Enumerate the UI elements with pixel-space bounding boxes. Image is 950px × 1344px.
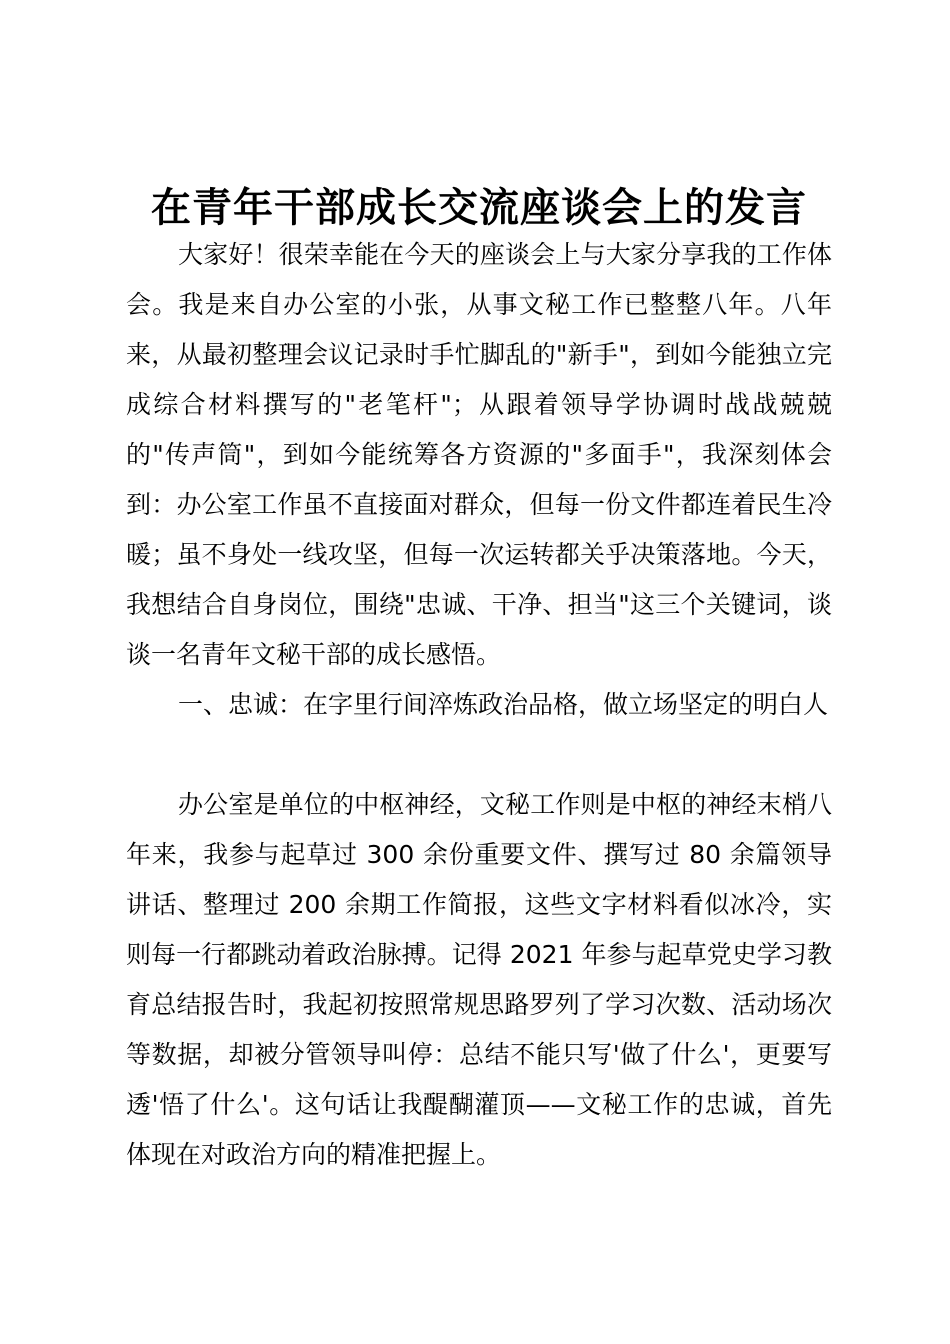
document-title: 在青年干部成长交流座谈会上的发言 xyxy=(151,184,807,231)
intro-paragraph: 大家好！很荣幸能在今天的座谈会上与大家分享我的工作体会。我是来自办公室的小张，从事文秘工作已整整八年。八年来，从最初整理会议记录时手忙脚乱的"新手"，到如今能独立完成综合材料撰写的"老笔杆"；从跟着领导学协调时战战兢兢的"传声筒"，到如今能统筹各方资源的"多面手"，我深刻体会到：办公室工作虽不直接面对群众，但每一份文件都连着民生冷暖；虽不身处一线攻坚，但每一次运转都关乎决策落地。今天，我想结合自身岗位，围绕"忠诚、干净、担当"这三个关键词，谈谈一名青年文秘干部的成长感悟。 xyxy=(126,240,832,669)
section-one-paragraph: 办公室是单位的中枢神经，文秘工作则是中枢的神经末梢八年来，我参与起草过 300 余份重要文件、撰写过 80 余篇领导讲话、整理过 200 余期工作简报，这些文字材料看似冰冷，实则每一行都跳动着政治脉搏。记得 2021 年参与起草党史学习教育总结报告时，我起初按照常规思路罗列了学习次数、活动场次等数据，却被分管领导叫停：总结不能只写'做了什么'，更要写透'悟了什么'。这句话让我醍醐灌顶——文秘工作的忠诚，首先体现在对政治方向的精准把握上。 xyxy=(126,790,832,1169)
section-one-heading: 一、忠诚：在字里行间淬炼政治品格，做立场坚定的明白人 xyxy=(178,690,829,719)
